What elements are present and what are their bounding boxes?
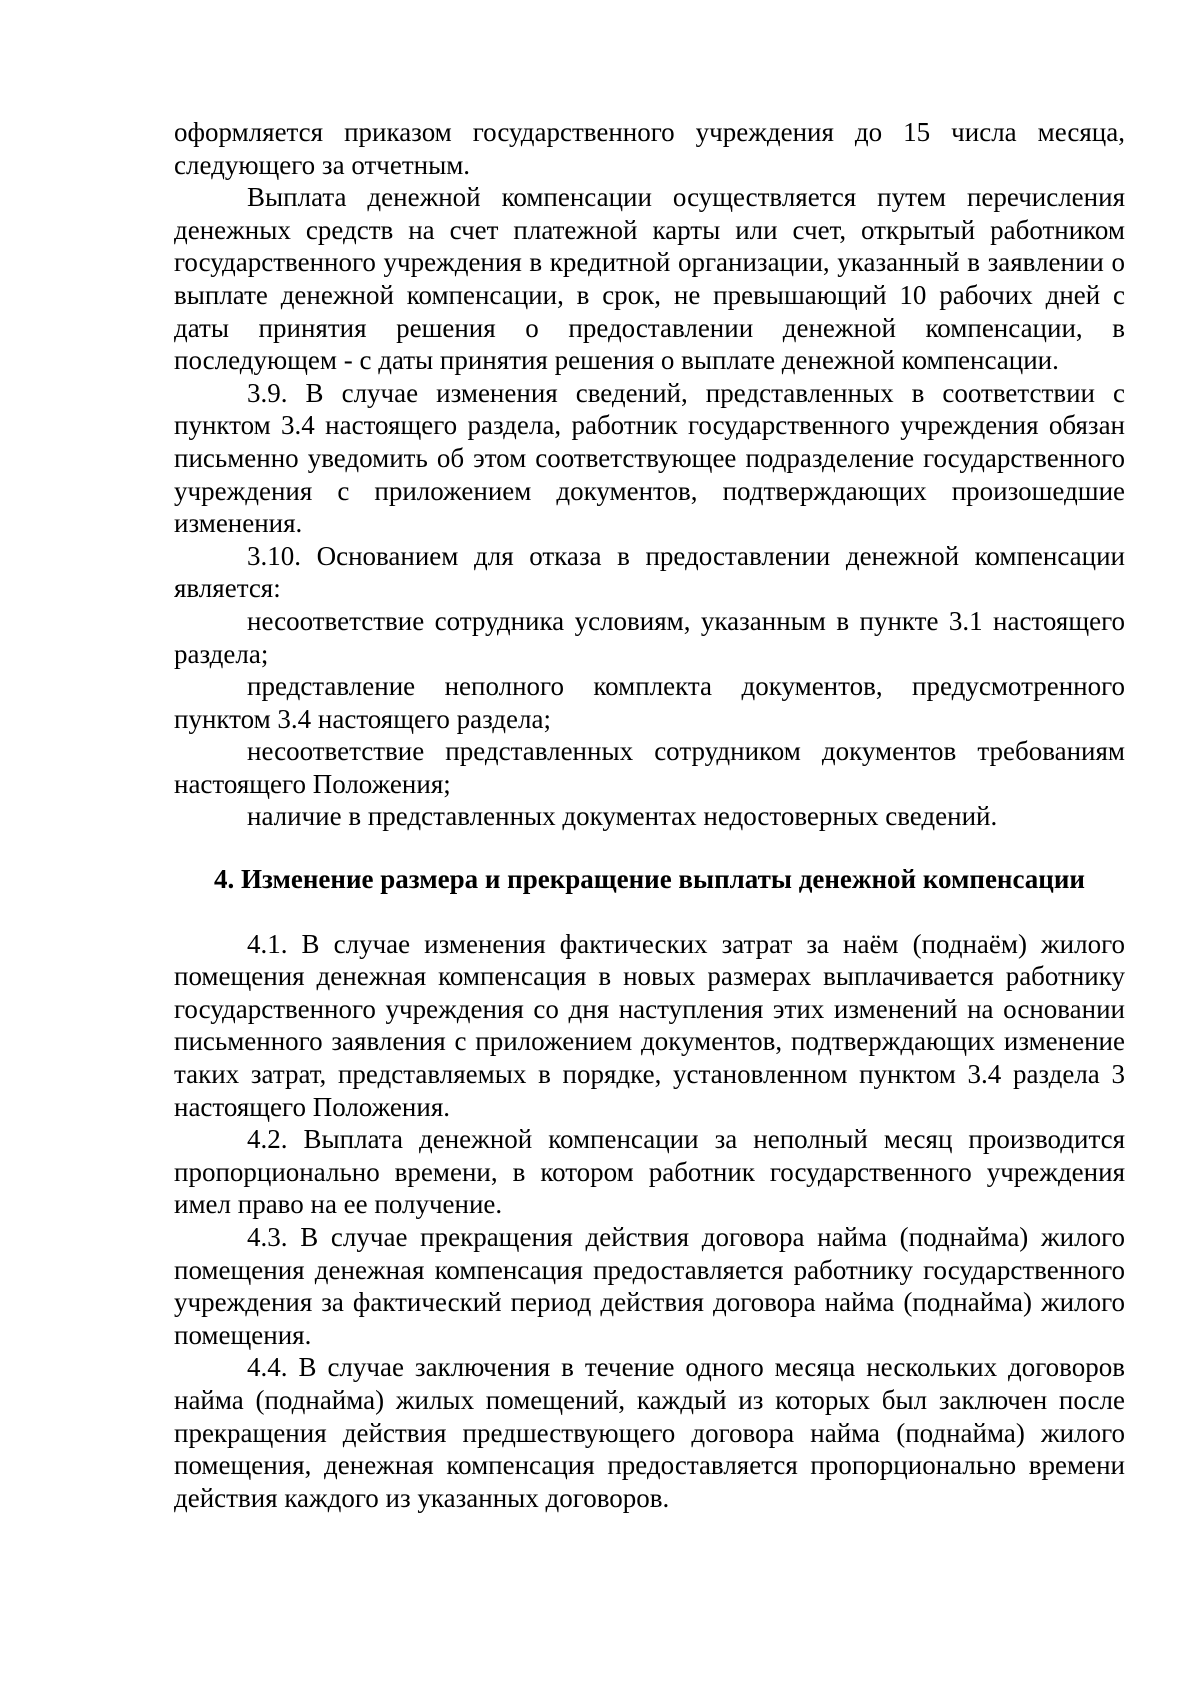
refusal-reason-2: представление неполного комплекта документов, предусмотренного пунктом 3.4 настоящего раздела; xyxy=(174,671,1125,734)
document-body xyxy=(174,116,1125,1514)
paragraph-payment-method: Выплата денежной компенсации осуществляется путем перечисления денежных средств на счет платежной карты или счет, открытый работником государственного учреждения в кредитной организации, указанный в заявлении о выплате денежной компенсации, в срок, не превышающий 10 рабочих дней с даты принятия решения о предоставлении денежной компенсации, в последующем - с даты принятия решения о выплате денежной компенсации. xyxy=(174,182,1125,376)
refusal-reason-1: несоответствие сотрудника условиям, указанным в пункте 3.1 настоящего раздела; xyxy=(174,605,1125,669)
refusal-reason-3: несоответствие представленных сотрудником документов требованиям настоящего Положения; xyxy=(174,736,1125,799)
paragraph-continuation: оформляется приказом государственного учреждения до 15 числа месяца, следующего за отчетным. xyxy=(174,117,1125,180)
paragraph-4-2: 4.2. Выплата денежной компенсации за неполный месяц производится пропорционально времени, в котором работник государственного учреждения имел право на ее получение. xyxy=(174,1124,1125,1220)
refusal-reason-4: наличие в представленных документах недостоверных сведений. xyxy=(247,801,998,832)
paragraph-4-4: 4.4. В случае заключения в течение одного месяца нескольких договоров найма (поднайма) жилых помещений, каждый из которых был заключен после прекращения действия предшествующего договора найма (поднайма) жилого помещения, денежная компенсация предоставляется пропорционально времени действия каждого из указанных договоров. xyxy=(174,1352,1125,1513)
paragraph-3-10: 3.10. Основанием для отказа в предоставлении денежной компенсации является: xyxy=(174,540,1125,604)
section-4-heading: 4. Изменение размера и прекращение выплаты денежной компенсации xyxy=(214,864,1085,895)
paragraph-3-9: 3.9. В случае изменения сведений, представленных в соответствии с пунктом 3.4 настоящего раздела, работник государственного учреждения обязан письменно уведомить об этом соответствующее подразделение государственного учреждения с приложением документов, подтверждающих произошедшие изменения. xyxy=(174,377,1125,539)
paragraph-4-1: 4.1. В случае изменения фактических затрат за наём (поднаём) жилого помещения денежная компенсация в новых размерах выплачивается работнику государственного учреждения со дня наступления этих изменений на основании письменного заявления с приложением документов, подтверждающих изменение таких затрат, представляемых в порядке, установленном пунктом 3.4 раздела 3 настоящего Положения. xyxy=(174,928,1125,1122)
paragraph-4-3: 4.3. В случае прекращения действия договора найма (поднайма) жилого помещения денежная компенсация предоставляется работнику государственного учреждения за фактический период действия договора найма (поднайма) жилого помещения. xyxy=(174,1222,1125,1350)
